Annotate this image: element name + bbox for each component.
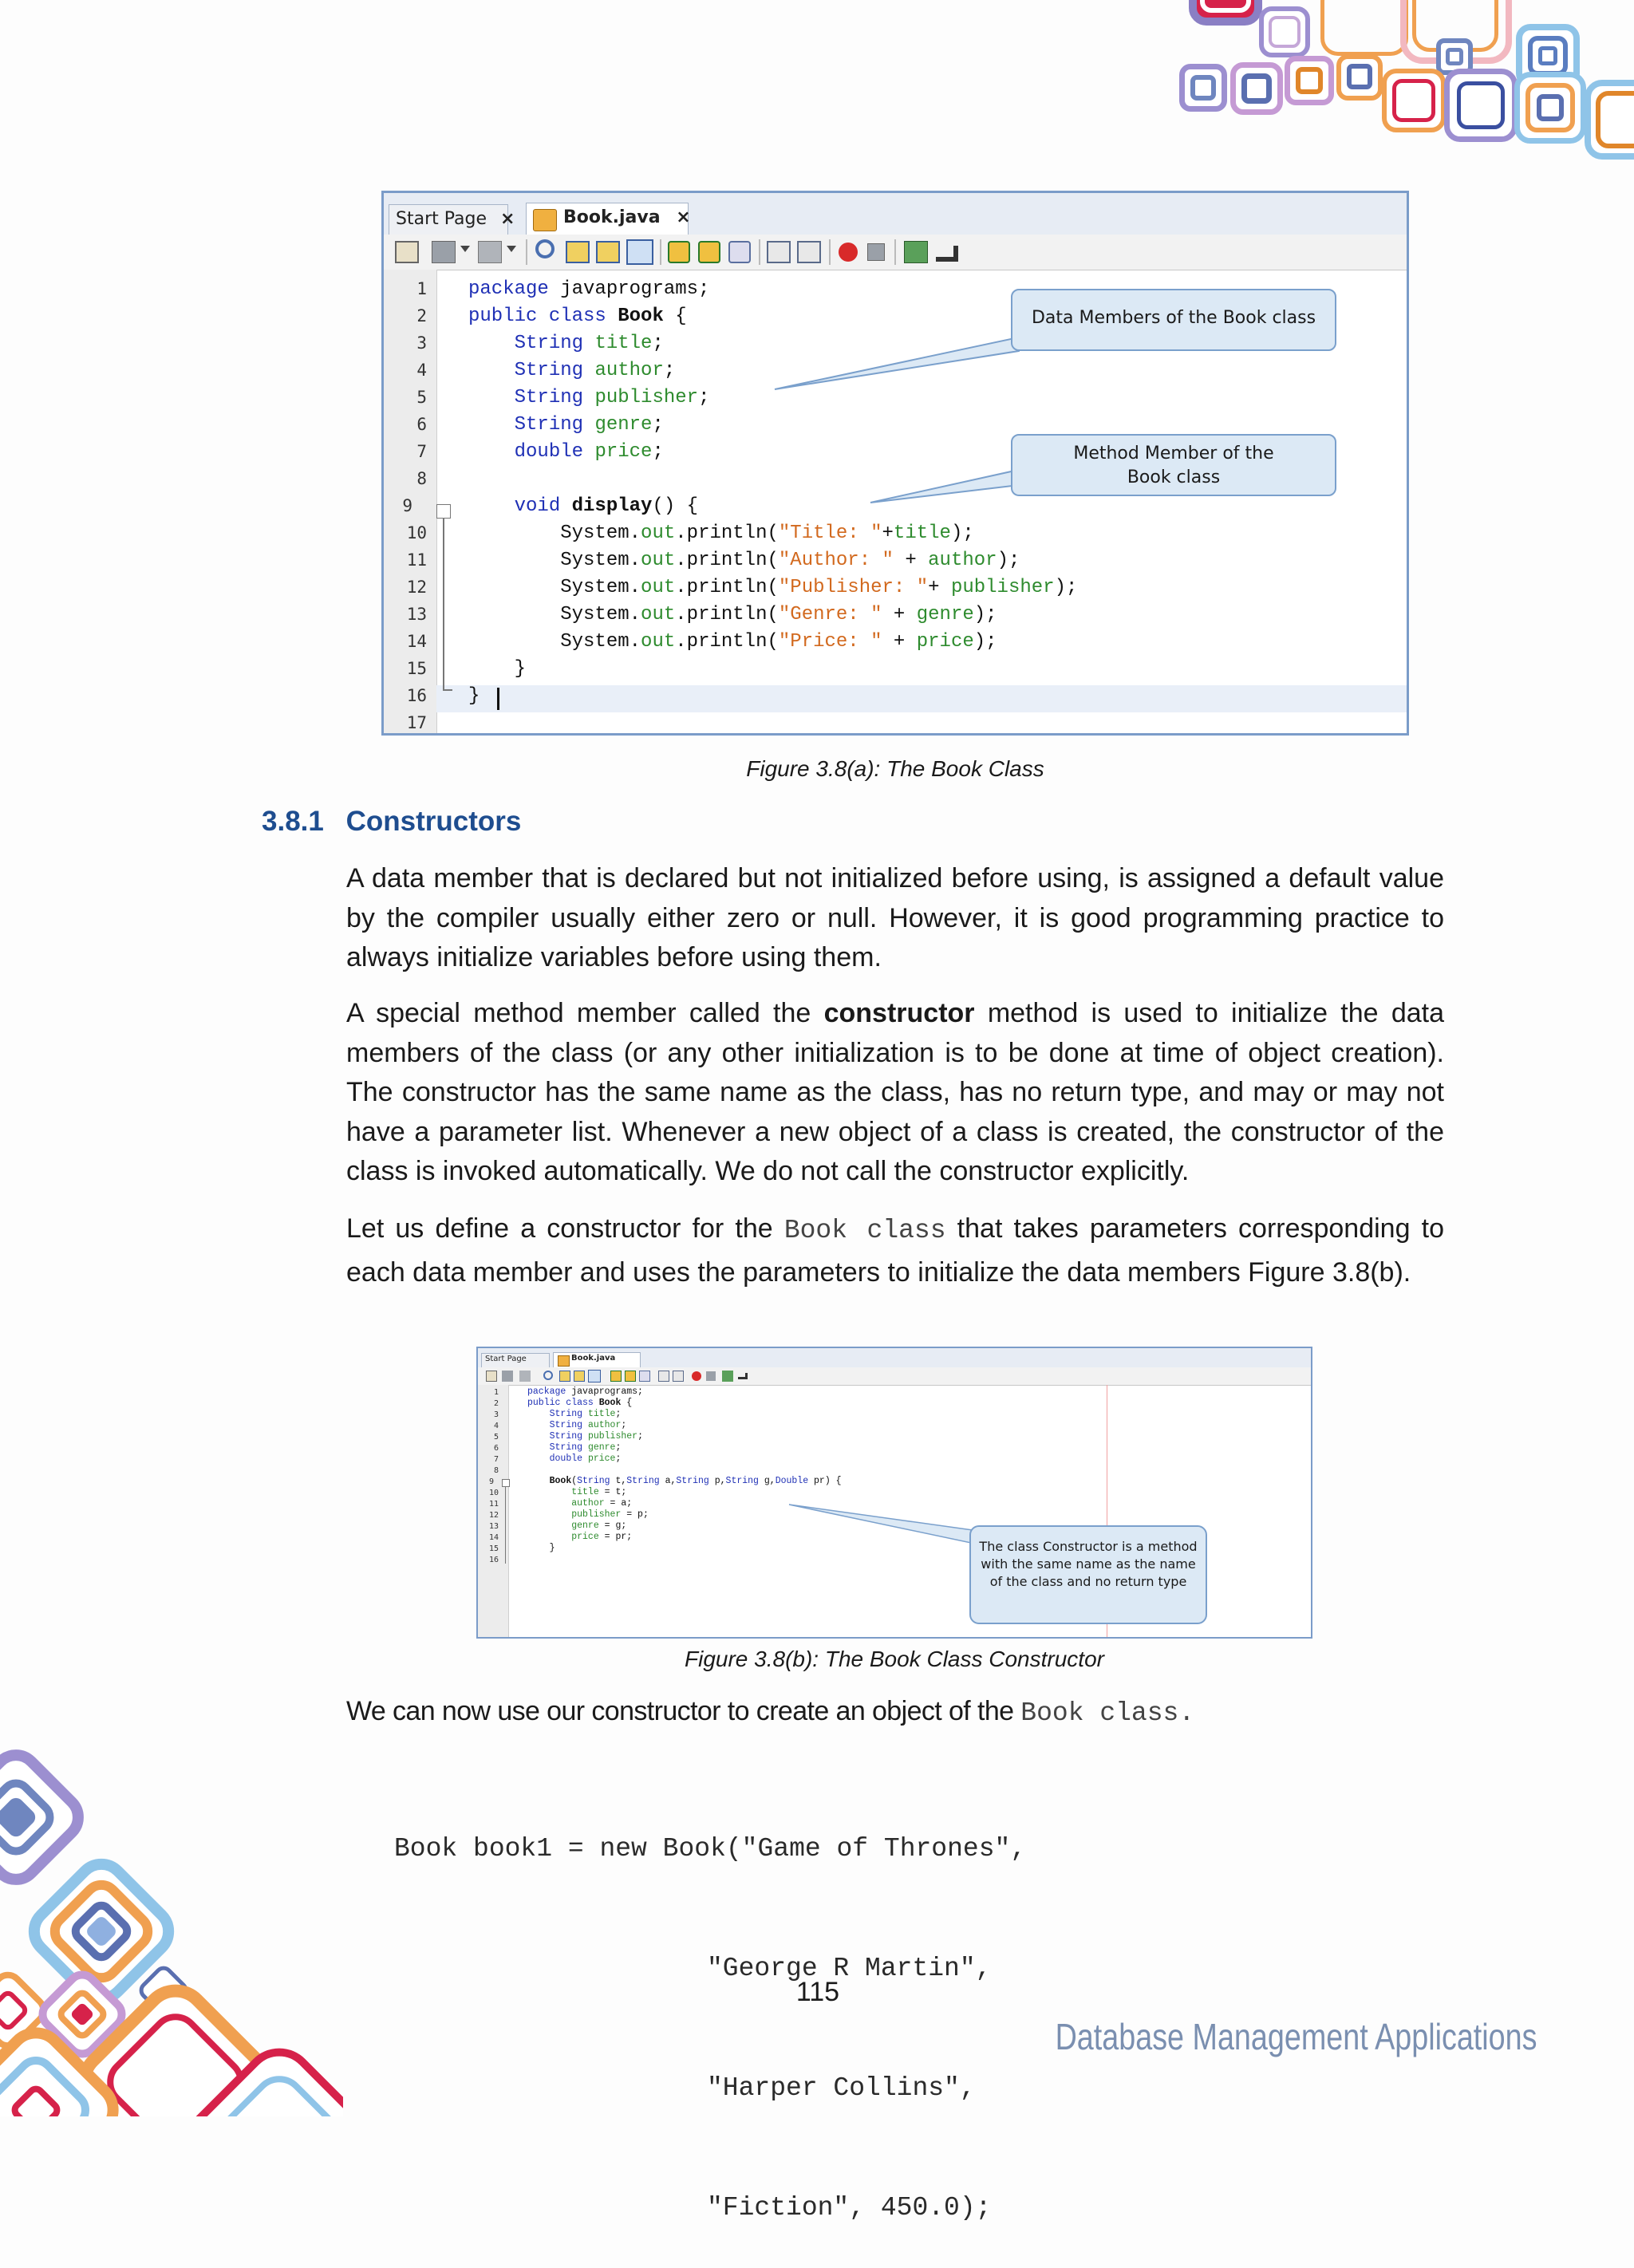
- line-number: 4: [494, 1422, 499, 1430]
- line-number: 2: [494, 1399, 499, 1408]
- paragraph-3-text-a: Let us define a constructor for the: [346, 1213, 784, 1244]
- close-icon[interactable]: ×: [500, 209, 515, 229]
- code-line: Book book1 = new Book("Game of Thrones",: [394, 1834, 1027, 1864]
- line-number: 11: [489, 1500, 499, 1509]
- paragraph-2: [346, 994, 1444, 1192]
- tab-book-java-label: Book.java: [571, 1354, 616, 1363]
- line-number: 5: [494, 1433, 499, 1442]
- page-number: 115: [795, 1977, 840, 2007]
- line-number: 1: [416, 279, 427, 298]
- section-heading: [262, 806, 521, 838]
- line-number: 6: [416, 415, 427, 434]
- line-number: 3: [416, 333, 427, 353]
- figure-caption-a: Figure 3.8(a): The Book Class: [746, 756, 1044, 781]
- line-number: 9: [489, 1477, 495, 1486]
- paragraph-1: A data member that is declared but not initialized before using, is assigned a default value by the compiler usually either zero or null. However, it is good programming practice to always initialize variables before using them.: [346, 863, 1444, 972]
- tab-start-page-label: Start Page: [485, 1355, 527, 1363]
- paragraph-2-text-b: method is used to initialize the data members of the class (or any other initialization is to be done at time of object creation). The constructor has the same name as the class, has no return type, and may or may not have a parameter list. Whenever a new object of a class is created, the constructor of the class is invoked automatically. We do not call the constructor explicitly.: [346, 998, 1445, 1186]
- figure-caption-b: Figure 3.8(b): The Book Class Constructor: [685, 1647, 1104, 1671]
- line-number: 4: [416, 361, 427, 380]
- line-number: 5: [416, 388, 427, 407]
- line-number: 12: [406, 578, 427, 597]
- constructor-term: constructor: [823, 998, 975, 1028]
- section-title: Constructors: [345, 806, 522, 837]
- callout-data-members: [1011, 289, 1336, 351]
- inline-code-book-class: Book class.: [1020, 1698, 1195, 1728]
- line-number: 8: [494, 1466, 499, 1475]
- callout-data-members-text: Data Members of the Book class: [1031, 308, 1316, 328]
- callout-method-member-text: Method Member of the Book class: [1073, 444, 1274, 487]
- decorative-pattern-bottom-left: [0, 1739, 343, 2116]
- callout-method-member: [1011, 434, 1336, 496]
- paragraph-3: [346, 1208, 1444, 1294]
- line-number: 10: [489, 1489, 499, 1497]
- line-number: 7: [494, 1455, 499, 1464]
- line-number: 15: [489, 1544, 499, 1553]
- callout-constructor: [969, 1525, 1207, 1624]
- source-code: package javaprograms; public class Book { String title; String author; String publisher; String genre; double price; Book(String t,String a,String p,String g,Double pr) { title = t; author = a; publisher = p; genre = g; price = pr; }: [527, 1386, 842, 1553]
- paragraph-4-text: We can now use our constructor to create an object of the: [346, 1696, 1021, 1726]
- line-number: 7: [416, 442, 427, 461]
- line-number: 11: [406, 550, 427, 570]
- line-number: 17: [406, 713, 427, 732]
- paragraph-2-text-a: A special method member called the: [346, 998, 824, 1028]
- section-number: 3.8.1: [262, 806, 324, 837]
- close-icon[interactable]: ×: [676, 207, 691, 227]
- line-number: 6: [494, 1444, 499, 1453]
- decorative-pattern-top-right: [1173, 0, 1634, 160]
- line-number: 3: [494, 1410, 499, 1419]
- line-number: 2: [416, 306, 427, 325]
- callout-pointer-data-members: [775, 337, 1022, 389]
- code-line: "George R Martin",: [707, 1954, 992, 1983]
- code-line: "Harper Collins",: [707, 2073, 976, 2103]
- inline-code-book-class: Book class: [783, 1216, 946, 1245]
- callout-constructor-text: The class Constructor is a method with the same name as the name of the class and no return type: [979, 1539, 1198, 1589]
- paragraph-3-text-b: that takes parameters corresponding to each data member and uses the parameters to initialize the data members Figure 3.8(b).: [346, 1213, 1444, 1288]
- line-number: 13: [489, 1522, 499, 1531]
- line-number: 8: [416, 469, 427, 488]
- line-number: 9: [402, 496, 412, 515]
- code-example: [394, 1749, 1026, 2268]
- line-number: 14: [406, 632, 427, 651]
- ide-screenshot-book-constructor: [476, 1347, 1312, 1639]
- callout-pointer-method-member: [870, 469, 1022, 503]
- source-code: package javaprograms; public class Book { String title; String author; String publisher; String genre; double price; void display() { System.out.println("Title: "+title); System.out.println("Author: " + author); System.out.println("Publisher: "+ publisher); System.out.println("Genre: " + genre); System.out.println("Price: " + price); } }: [468, 278, 1078, 707]
- ide-screenshot-book-class: [381, 191, 1409, 736]
- line-number: 16: [406, 686, 427, 705]
- line-number: 12: [489, 1511, 499, 1520]
- line-number: 14: [489, 1533, 499, 1542]
- line-number: 15: [406, 659, 427, 678]
- tab-book-java-label: Book.java: [563, 207, 661, 227]
- line-number: 16: [489, 1556, 499, 1564]
- callout-pointer-constructor: [789, 1505, 973, 1543]
- code-line: "Fiction", 450.0);: [707, 2193, 992, 2223]
- tab-start-page-label: Start Page: [396, 209, 487, 229]
- line-number: 10: [406, 523, 427, 542]
- line-number: 1: [494, 1388, 499, 1397]
- line-number: 13: [406, 605, 427, 624]
- book-title-footer: Database Management Applications: [1055, 2016, 1537, 2057]
- paragraph-4: [346, 1692, 1463, 1734]
